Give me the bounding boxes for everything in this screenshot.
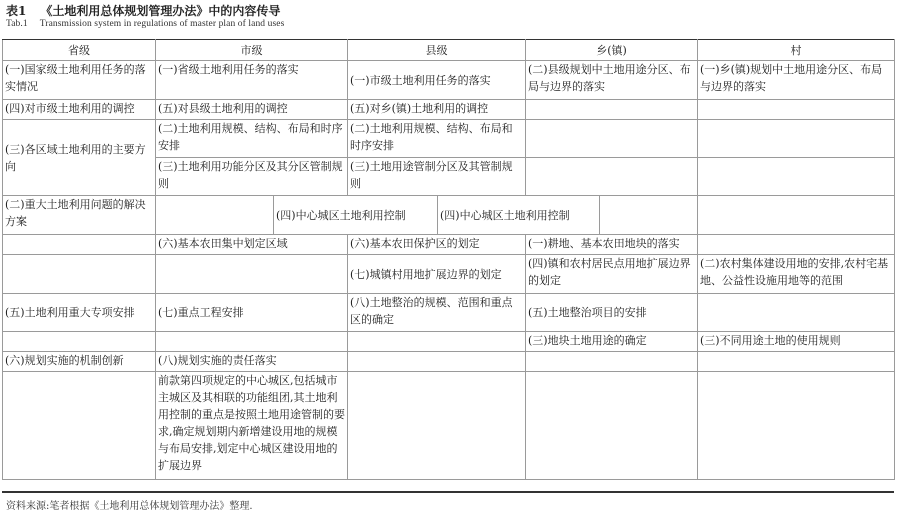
header-province: 省级	[3, 40, 156, 61]
header-city: 市级	[156, 40, 348, 61]
table-number-cn: 表1	[6, 4, 27, 18]
cell-empty	[698, 158, 895, 196]
table-title-en: Transmission system in regulations of master plan of land uses	[39, 19, 285, 29]
cell-empty	[156, 332, 348, 352]
content-transmission-table	[2, 39, 895, 480]
table-row	[3, 120, 895, 158]
table-row	[3, 61, 895, 100]
cell-empty	[698, 294, 895, 332]
cell-empty	[526, 100, 698, 120]
table-caption-cn	[6, 2, 280, 19]
cell: (八)规划实施的责任落实	[156, 352, 348, 372]
cell-empty	[348, 332, 526, 352]
cell: (五)土地利用重大专项安排	[3, 294, 156, 332]
table-row	[3, 332, 895, 352]
source-note: 资料来源:笔者根据《土地利用总体规划管理办法》整理.	[6, 501, 253, 512]
cell: (五)对县级土地利用的调控	[156, 100, 348, 120]
cell-empty	[156, 196, 274, 235]
cell: (五)土地整治项目的安排	[526, 294, 698, 332]
cell-empty	[698, 100, 895, 120]
cell: (八)土地整治的规模、范围和重点区的确定	[348, 294, 526, 332]
cell-empty	[3, 332, 156, 352]
cell: (六)规划实施的机制创新	[3, 352, 156, 372]
cell: (四)中心城区土地利用控制	[438, 196, 600, 235]
cell-empty	[526, 352, 698, 372]
cell: (四)对市级土地利用的调控	[3, 100, 156, 120]
header-county: 县级	[348, 40, 526, 61]
cell: (二)县级规划中土地用途分区、布局与边界的落实	[526, 61, 698, 100]
cell: (二)农村集体建设用地的安排,农村宅基地、公益性设施用地等的范围	[698, 255, 895, 294]
cell: 前款第四项规定的中心城区,包括城市主城区及其相联的功能组团,其土地利用控制的重点是按照土地用途管制的要求,确定规划期内新增建设用地的规模与布局安排,划定中心城区建设用地的扩展边界	[156, 372, 348, 480]
cell: (二)土地利用规模、结构、布局和时序安排	[348, 120, 526, 158]
table-row	[3, 100, 895, 120]
cell-empty	[526, 158, 698, 196]
header-township: 乡(镇)	[526, 40, 698, 61]
table-row	[3, 372, 895, 480]
cell: (三)土地利用功能分区及其分区管制规则	[156, 158, 348, 196]
table-caption-en	[6, 19, 284, 29]
cell: (一)耕地、基本农田地块的落实	[526, 235, 698, 255]
header-row	[3, 40, 895, 61]
cell-empty	[698, 120, 895, 158]
cell: (一)省级土地利用任务的落实	[156, 61, 348, 100]
cell: (四)中心城区土地利用控制	[274, 196, 438, 235]
header-village: 村	[698, 40, 895, 61]
table-row	[3, 294, 895, 332]
table-title-cn: 《土地利用总体规划管理办法》中的内容传导	[40, 4, 281, 18]
cell: (六)基本农田保护区的划定	[348, 235, 526, 255]
cell: (五)对乡(镇)土地利用的调控	[348, 100, 526, 120]
cell-empty	[698, 372, 895, 480]
table-row	[3, 352, 895, 372]
cell-empty	[526, 372, 698, 480]
cell: (三)各区域土地利用的主要方向	[3, 120, 156, 196]
cell-empty	[526, 120, 698, 158]
cell: (七)城镇村用地扩展边界的划定	[348, 255, 526, 294]
cell-empty	[698, 196, 895, 235]
cell-empty	[698, 352, 895, 372]
table-row	[3, 196, 895, 235]
cell: (七)重点工程安排	[156, 294, 348, 332]
cell: (三)地块土地用途的确定	[526, 332, 698, 352]
table-bottom-rule	[2, 491, 894, 493]
cell: (三)土地用途管制分区及其管制规则	[348, 158, 526, 196]
cell: (一)乡(镇)规划中土地用途分区、布局与边界的落实	[698, 61, 895, 100]
cell-empty	[156, 255, 348, 294]
cell: (二)重大土地利用问题的解决方案	[3, 196, 156, 235]
cell-empty	[3, 255, 156, 294]
table-row	[3, 235, 895, 255]
cell-empty	[3, 372, 156, 480]
cell: (六)基本农田集中划定区域	[156, 235, 348, 255]
cell-empty	[3, 235, 156, 255]
cell-empty	[348, 352, 526, 372]
cell: (二)土地利用规模、结构、布局和时序安排	[156, 120, 348, 158]
cell: (一)国家级土地利用任务的落实情况	[3, 61, 156, 100]
table-number-en: Tab.1	[6, 19, 28, 29]
table-row	[3, 255, 895, 294]
cell: (四)镇和农村居民点用地扩展边界的划定	[526, 255, 698, 294]
cell: (一)市级土地利用任务的落实	[348, 61, 526, 100]
cell: (三)不同用途土地的使用规则	[698, 332, 895, 352]
cell-empty	[600, 196, 698, 235]
cell-empty	[698, 235, 895, 255]
cell-empty	[348, 372, 526, 480]
